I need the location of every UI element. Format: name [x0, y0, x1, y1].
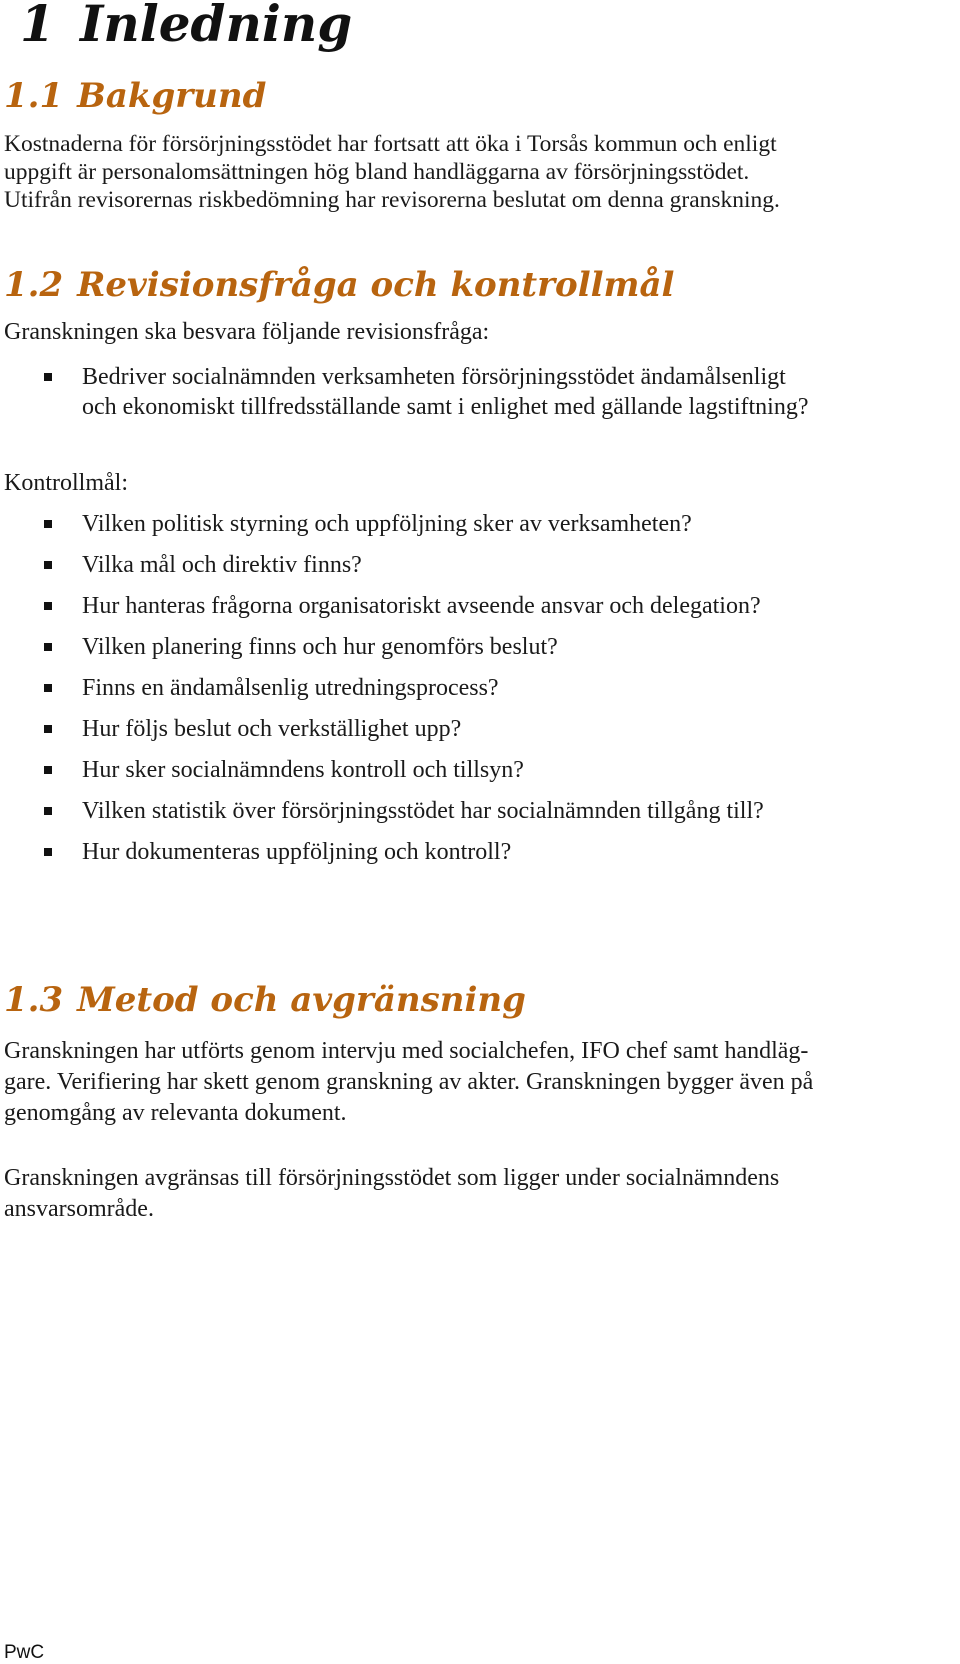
revisionsfraga-list [44, 362, 809, 422]
section-title: Metod och avgränsning [77, 980, 526, 1020]
list-item [44, 509, 764, 539]
section-heading-bakgrund [4, 76, 266, 116]
section-number: 1.2 [4, 265, 64, 305]
bullet-icon [44, 684, 52, 692]
section-title: Revisionsfråga och kontrollmål [77, 265, 675, 305]
list-item-text: Vilken planering finns och hur genomförs beslut? [82, 634, 558, 660]
section-heading-metod [4, 980, 526, 1020]
paragraph-line: Utifrån revisorernas riskbedömning har revisorerna beslutat om denna granskning. [4, 187, 780, 213]
list-item-text: Hur dokumenteras uppföljning och kontroll? [82, 839, 512, 865]
list-item [44, 796, 764, 826]
list-item-text: Vilka mål och direktiv finns? [82, 552, 362, 578]
list-item [44, 550, 764, 580]
paragraph-line: Kostnaderna för försörjningsstödet har fortsatt att öka i Torsås kommun och enligt [4, 131, 777, 157]
bullet-icon [44, 848, 52, 856]
list-item-text: Hur hanteras frågorna organisatoriskt avseende ansvar och delegation? [82, 593, 761, 619]
list-item [44, 362, 809, 422]
list-item [44, 591, 764, 621]
list-item-text: Vilken statistik över försörjningsstödet har socialnämnden tillgång till? [82, 798, 764, 824]
chapter-number: 1 [20, 0, 55, 53]
bullet-icon [44, 807, 52, 815]
section-heading-revisionsfraga [4, 265, 674, 305]
list-item [44, 837, 764, 867]
footer-company-name: PwC [4, 1642, 45, 1663]
bullet-icon [44, 602, 52, 610]
list-item-text: Finns en ändamålsenlig utredningsprocess? [82, 675, 499, 701]
bullet-icon [44, 373, 52, 381]
list-item [44, 755, 764, 785]
list-item [44, 673, 764, 703]
bullet-icon [44, 520, 52, 528]
revisionsfraga-intro: Granskningen ska besvara följande revisionsfråga: [4, 319, 490, 345]
list-item [44, 714, 764, 744]
chapter-heading [20, 0, 352, 54]
paragraph-line: gare. Verifiering har skett genom granskning av akter. Granskningen bygger även på [4, 1069, 814, 1095]
section-number: 1.1 [4, 76, 64, 116]
list-item-line: och ekonomiskt tillfredsställande samt i enlighet med gällande lagstiftning? [82, 394, 809, 420]
list-item-text: Hur följs beslut och verkställighet upp? [82, 716, 462, 742]
paragraph-line: ansvarsområde. [4, 1196, 154, 1222]
list-item-text: Hur sker socialnämndens kontroll och tillsyn? [82, 757, 524, 783]
kontrollmal-label: Kontrollmål: [4, 470, 128, 496]
paragraph-line: uppgift är personalomsättningen hög bland handläggarna av försörjningsstödet. [4, 159, 750, 185]
chapter-title: Inledning [80, 0, 353, 53]
paragraph-line: Granskningen avgränsas till försörjningsstödet som ligger under socialnämndens [4, 1165, 780, 1191]
metod-paragraph-2 [4, 1163, 779, 1225]
metod-paragraph-1 [4, 1036, 813, 1129]
bullet-icon [44, 561, 52, 569]
bullet-icon [44, 643, 52, 651]
paragraph-line: Granskningen har utförts genom intervju med socialchefen, IFO chef samt handläg- [4, 1038, 809, 1064]
list-item [44, 632, 764, 662]
paragraph-line: genomgång av relevanta dokument. [4, 1100, 347, 1126]
section-number: 1.3 [4, 980, 64, 1020]
bakgrund-paragraph [4, 130, 780, 214]
bullet-icon [44, 766, 52, 774]
section-title: Bakgrund [77, 76, 267, 116]
bullet-icon [44, 725, 52, 733]
kontrollmal-list [44, 509, 764, 878]
list-item-text: Vilken politisk styrning och uppföljning sker av verksamheten? [82, 511, 692, 537]
list-item-line: Bedriver socialnämnden verksamheten försörjningsstödet ändamålsenligt [82, 364, 786, 390]
